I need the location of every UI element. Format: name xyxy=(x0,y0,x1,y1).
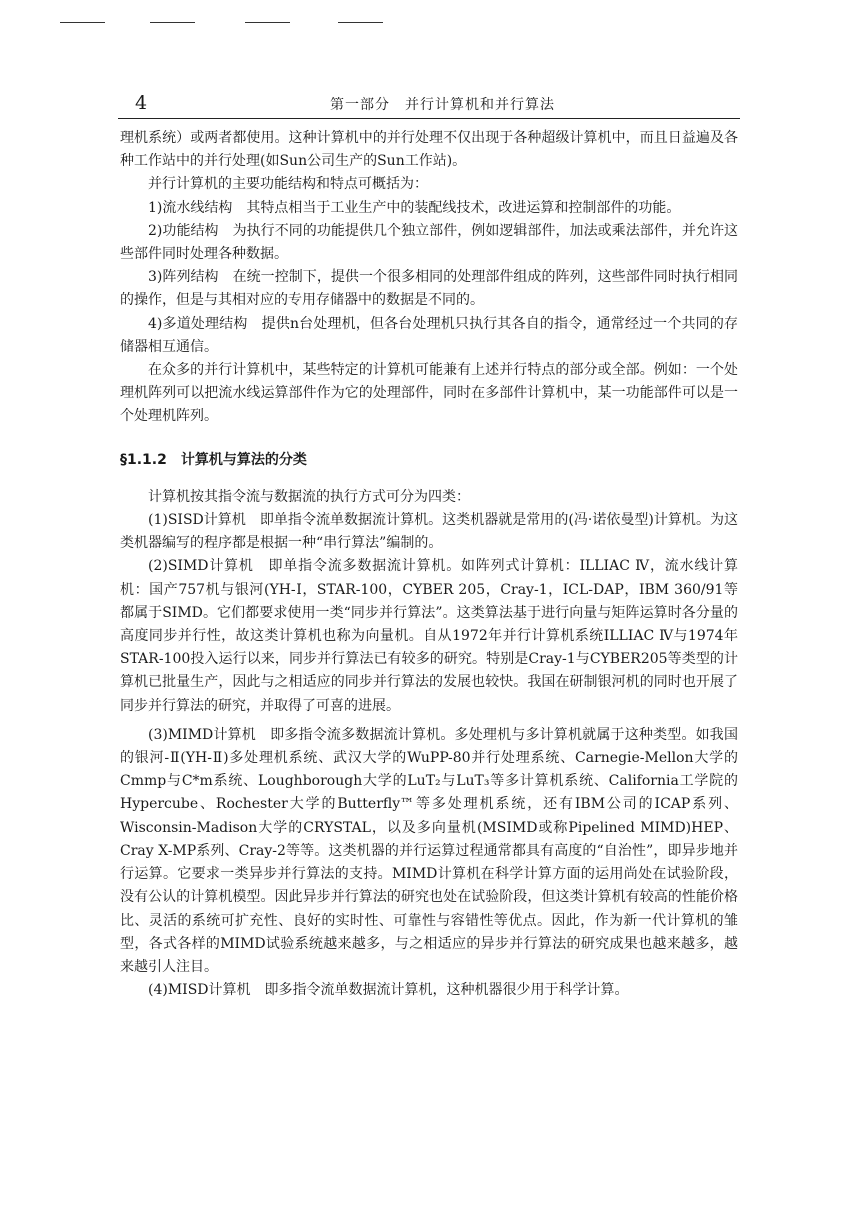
section-number: §1.1.2 xyxy=(120,451,167,468)
section-title: 计算机与算法的分类 xyxy=(180,451,307,468)
top-scan-rule xyxy=(338,22,383,23)
top-scan-rule xyxy=(60,22,105,23)
list-item: (3)MIMD计算机 即多指令流多数据流计算机。多处理机与多计算机就属于这种类型。如我国的银河-Ⅱ(YH-Ⅱ)多处理机系统、武汉大学的WuPP-80并行处理系统、Carnegie-Mellon大学的Cmmp与C*m系统、Loughborough大学的LuT₂与LuT₃等多计算机系统、California工学院的Hypercube、Rochester大学的Butterfly™等多处理机系统，还有IBM公司的ICAP系列、Wisconsin-Madison大学的CRYSTAL，以及多向量机(MSIMD或称Pipelined MIMD)HEP、Cray X-MP系列、Cray-2等等。这类机器的并行运算过程通常都具有高度的“自治性”，即异步地并行运算。它要求一类异步并行算法的支持。MIMD计算机在科学计算方面的运用尚处在试验阶段，没有公认的计算机模型。因此异步并行算法的研究也处在试验阶段，但这类计算机有较高的性能价格比、灵活的系统可扩充性、良好的实时性、可靠性与容错性等优点。因此，作为新一代计算机的雏型，各式各样的MIMD试验系统越来越多，与之相适应的异步并行算法的研究成果也越来越多，越来越引人注目。 xyxy=(120,726,738,975)
page-number: 4 xyxy=(135,92,148,114)
list-item: 2)功能结构 为执行不同的功能提供几个独立部件，例如逻辑部件，加法或乘法部件，并允许这些部件同时处理各种数据。 xyxy=(120,222,738,263)
paragraph: 在众多的并行计算机中，某些特定的计算机可能兼有上述并行特点的部分或全部。例如：一个处理机阵列可以把流水线运算部件作为它的处理部件，同时在多部件计算机中，某一功能部件可以是一个处理机阵列。 xyxy=(120,362,738,425)
top-scan-rule xyxy=(150,22,195,23)
list-item: (4)MISD计算机 即多指令流单数据流计算机，这种机器很少用于科学计算。 xyxy=(148,982,629,999)
header-rule xyxy=(118,118,740,119)
running-head: 第一部分 并行计算机和并行算法 xyxy=(330,97,555,113)
top-scan-rule xyxy=(245,22,290,23)
list-item: (1)SISD计算机 即单指令流单数据流计算机。这类机器就是常用的(冯·诺依曼型)计算机。为这类机器编写的程序都是根据一种“串行算法”编制的。 xyxy=(120,512,738,552)
section-heading xyxy=(120,449,738,472)
paragraph: 理机系统）或两者都使用。这种计算机中的并行处理不仅出现于各种超级计算机中，而且日益遍及各种工作站中的并行处理(如Sun公司生产的Sun工作站)。 xyxy=(120,130,738,170)
list-item: 3)阵列结构 在统一控制下，提供一个很多相同的处理部件组成的阵列，这些部件同时执行相同的操作，但是与其相对应的专用存储器中的数据是不同的。 xyxy=(120,269,738,309)
paragraph: 并行计算机的主要功能结构和特点可概括为： xyxy=(148,176,428,193)
list-item: 1)流水线结构 其特点相当于工业生产中的装配线技术，改进运算和控制部件的功能。 xyxy=(148,199,681,216)
page-body xyxy=(120,127,738,1002)
list-item: (2)SIMD计算机 即单指令流多数据流计算机。如阵列式计算机：ILLIAC Ⅳ，流水线计算机：国产757机与银河(YH-Ⅰ，STAR-100，CYBER 205，Cray-1，ICL-DAP，IBM 360/91等都属于SIMD。它们都要求使用一类“同步并行算法”。这类算法基于进行向量与矩阵运算时各分量的高度同步并行性，故这类计算机也称为向量机。自从1972年并行计算机系统ILLIAC Ⅳ与1974年STAR-100投入运行以来，同步并行算法已有较多的研究。特别是Cray-1与CYBER205等类型的计算机已批量生产，因此与之相适应的同步并行算法的发展也较快。我国在研制银河机的同时也开展了同步并行算法的研究，并取得了可喜的进展。 xyxy=(120,558,738,714)
paragraph: 计算机按其指令流与数据流的执行方式可分为四类： xyxy=(148,488,470,505)
list-item: 4)多道处理结构 提供n台处理机，但各台处理机只执行其各自的指令，通常经过一个共同的存储器相互通信。 xyxy=(120,315,738,355)
